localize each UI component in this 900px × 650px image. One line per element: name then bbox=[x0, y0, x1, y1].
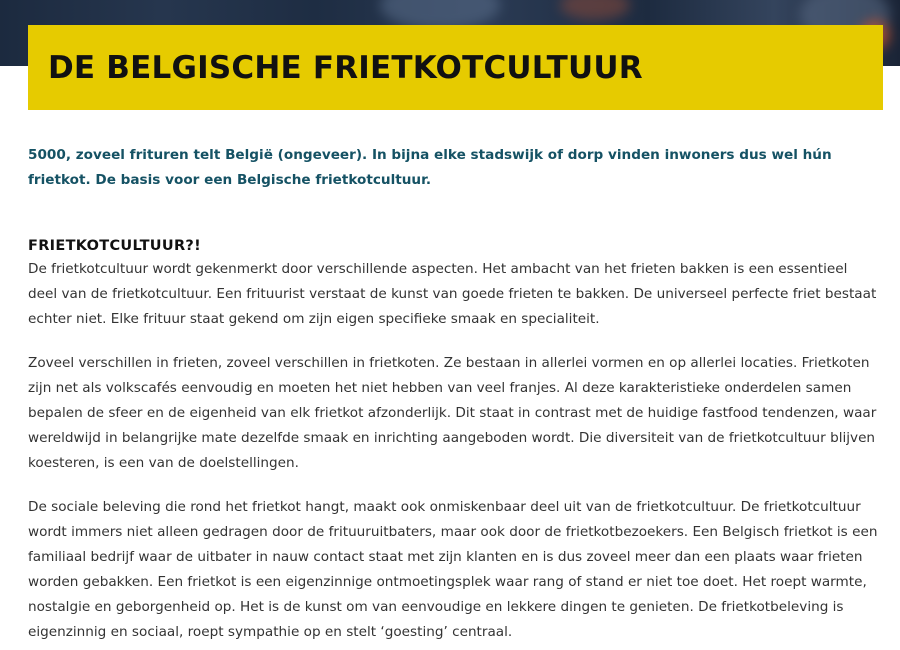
body-paragraph-3: De sociale beleving die rond het frietkot hangt, maakt ook onmiskenbaar deel uit van de frietkotcultuur. De frietkotcultuur wordt immers niet alleen gedragen door de frituuruitbaters, maar ook door de frietkotbezoekers. Een Belgisch frietkot is een familiaal bedrijf waar de uitbater in nauw contact staat met zijn klanten en is dus zoveel meer dan een plaats waar frieten worden gebakken. Een frietkot is een eigenzinnige ontmoetingsplek waar rang of stand er niet toe doet. Het roept warmte, nostalgie en geborgenheid op. Het is de kunst om van eenvoudige en lekkere dingen te genieten. De frietkotbeleving is eigenzinnig en sociaal, roept sympathie op en stelt ‘goesting’ centraal. bbox=[28, 499, 878, 640]
hero-light-glow bbox=[560, 0, 630, 20]
lead-paragraph: 5000, zoveel frituren telt België (ongeveer). In bijna elke stadswijk of dorp vinden inwoners dus wel hún frietkot. De basis voor een Belgische frietkotcultuur. bbox=[28, 147, 832, 188]
body-paragraph-1: De frietkotcultuur wordt gekenmerkt door verschillende aspecten. Het ambacht van het frieten bakken is een essentieel deel van de frietkotcultuur. Een frituurist verstaat de kunst van goede frieten te bakken. De universeel perfecte friet bestaat echter niet. Elke frituur staat gekend om zijn eigen specifieke smaak en specialiteit. bbox=[28, 261, 877, 327]
page-title: DE BELGISCHE FRIETKOTCULTUUR bbox=[48, 49, 643, 86]
page-title-banner bbox=[28, 25, 883, 110]
article-content bbox=[28, 143, 880, 645]
section-heading: FRIETKOTCULTUUR?! bbox=[28, 238, 202, 254]
body-paragraph-2: Zoveel verschillen in frieten, zoveel verschillen in frietkoten. Ze bestaan in allerlei vormen en op allerlei locaties. Frietkoten zijn net als volkscafés eenvoudig en moeten het niet hebben van veel franjes. Al deze karakteristieke onderdelen samen bepalen de sfeer en de eigenheid van elk frietkot afzonderlijk. Dit staat in contrast met de huidige fastfood tendenzen, waar wereldwijd in belangrijke mate dezelfde smaak en inrichting aangeboden wordt. Die diversiteit van de frietkotcultuur blijven koesteren, is een van de doelstellingen. bbox=[28, 355, 877, 471]
